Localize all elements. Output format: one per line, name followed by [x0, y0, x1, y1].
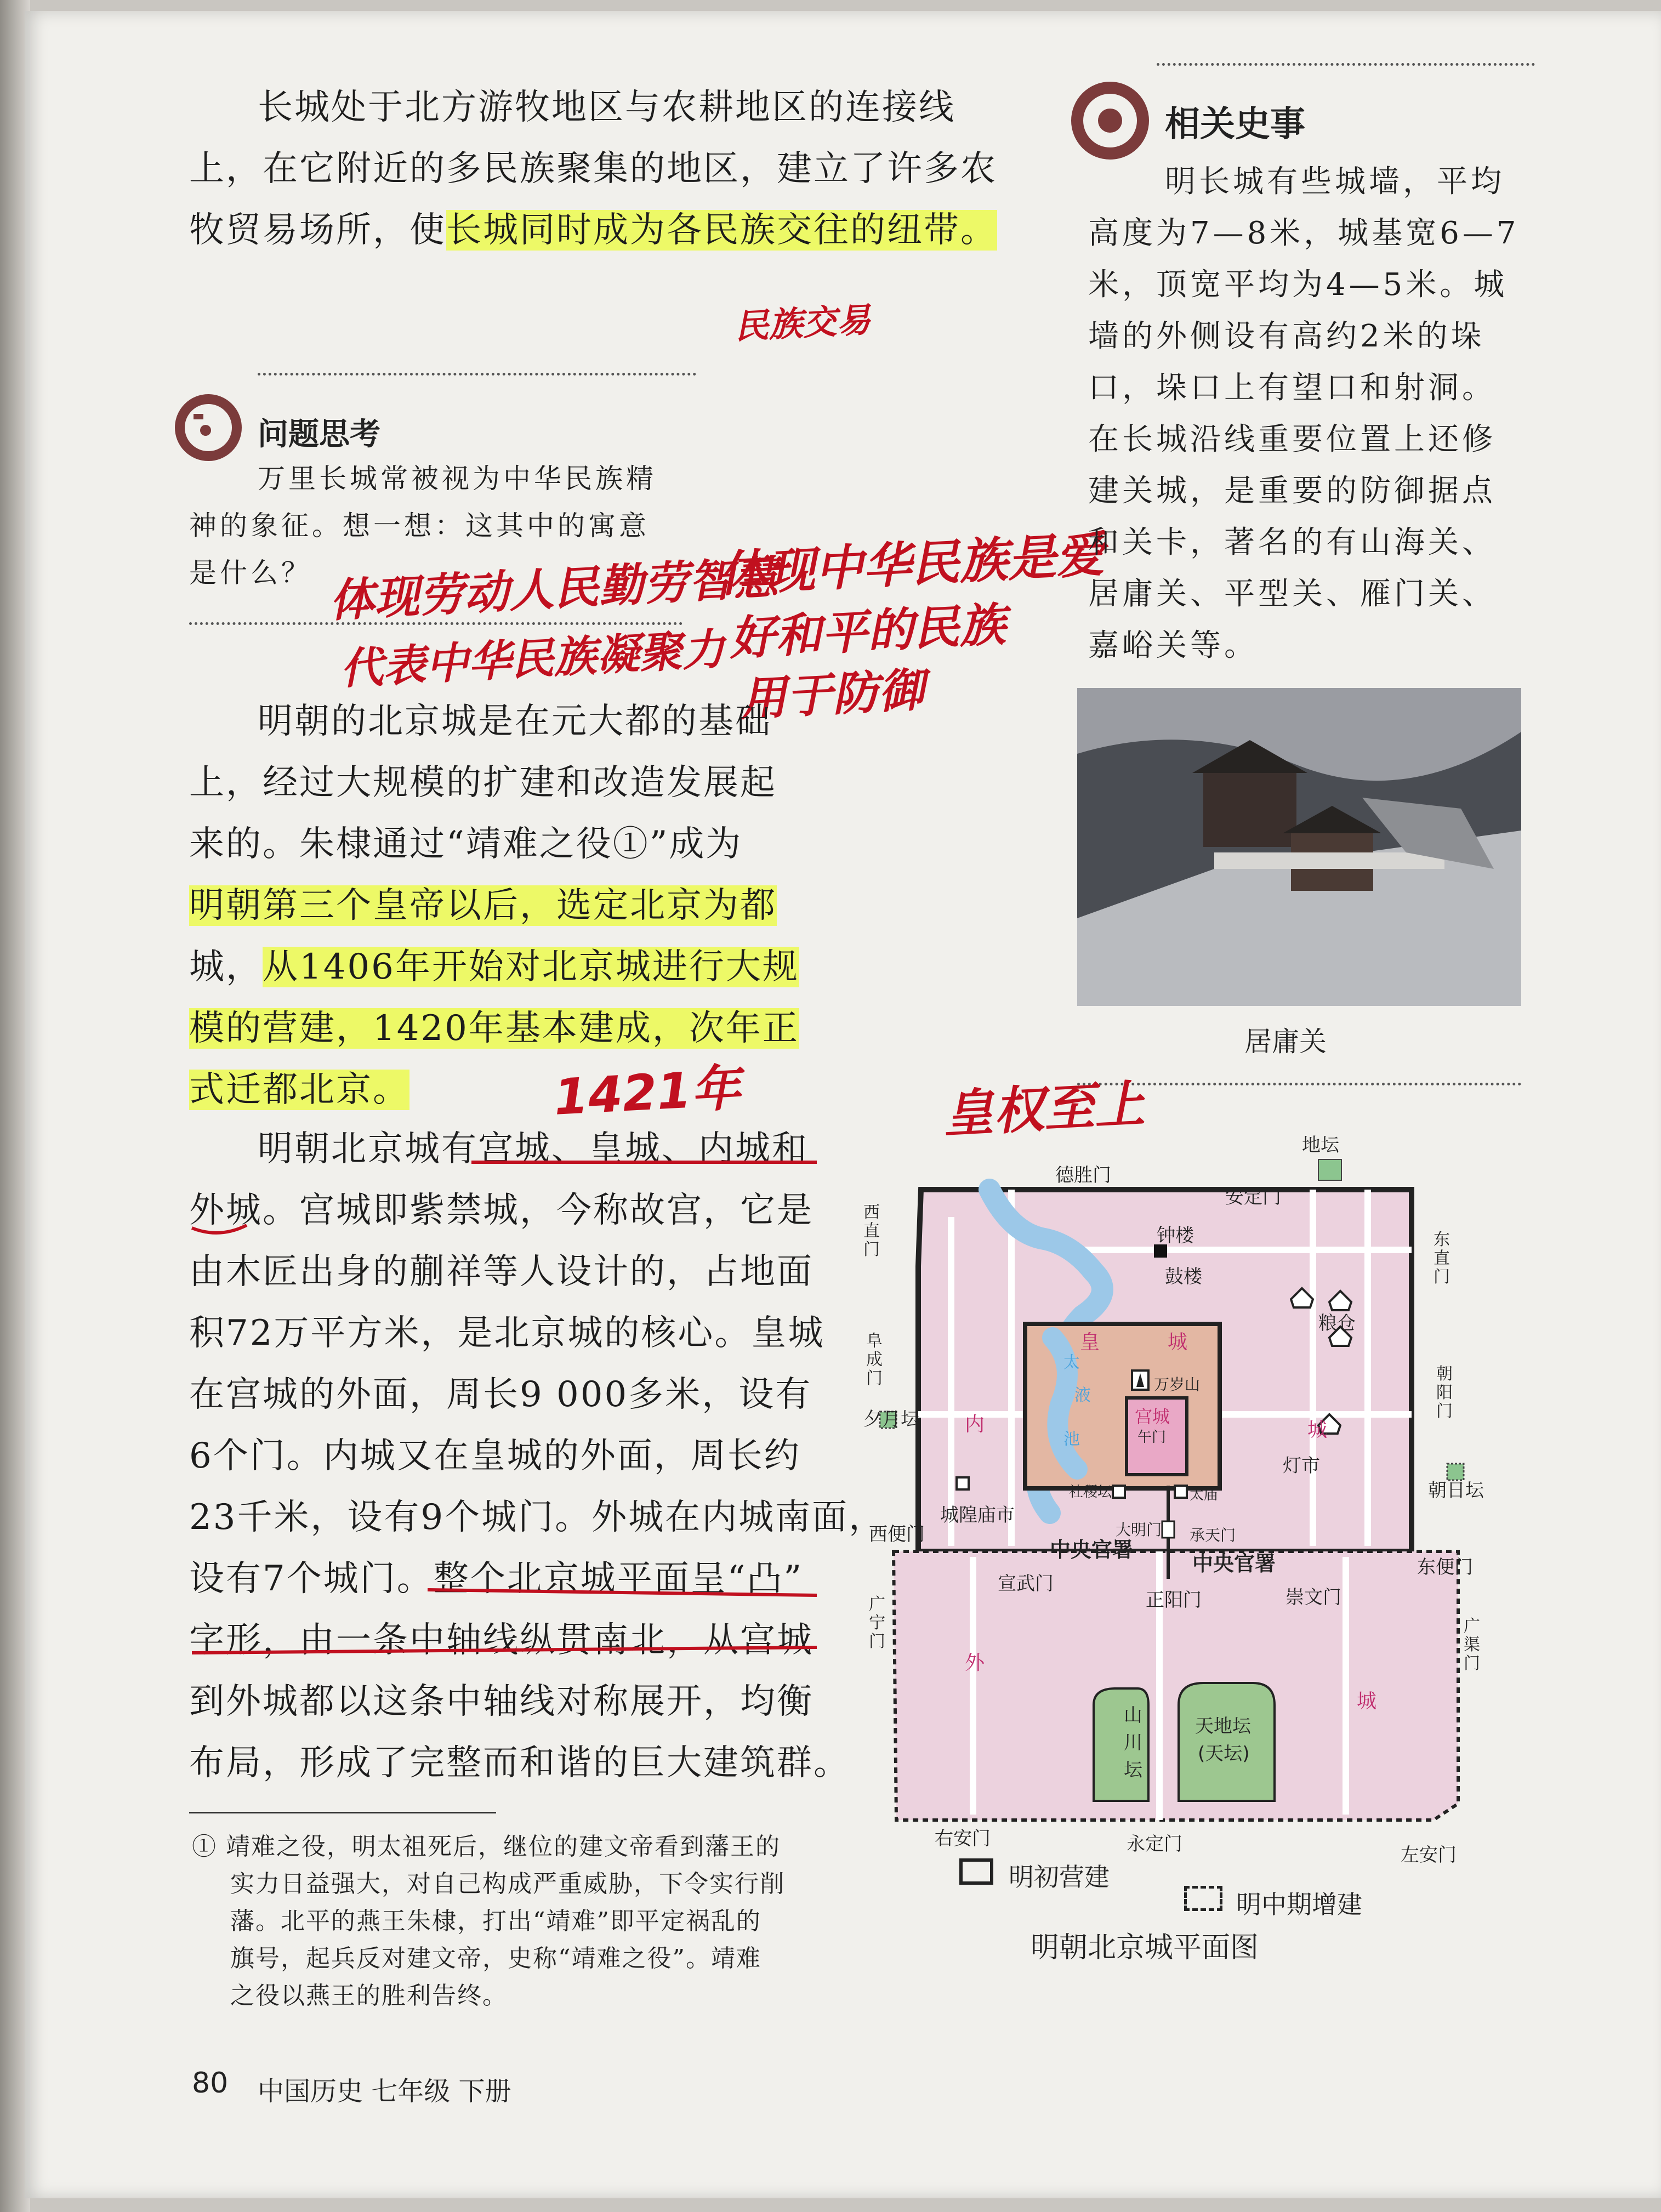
label-gulou: 鼓楼 [1165, 1266, 1202, 1288]
main-line-4 [189, 875, 777, 936]
legend-mid: 明中期增建 [1236, 1890, 1362, 1919]
label-gongcheng: 宫城 [1135, 1406, 1170, 1427]
divider [258, 373, 696, 376]
main-line-2: 上，经过大规模的扩建和改造发展起 [189, 763, 777, 803]
footnote-line-2: 实力日益强大，对自己构成严重威胁，下令实行削 [230, 1870, 785, 1898]
question-icon [173, 392, 244, 463]
main-line-5 [189, 936, 799, 998]
label-wansuishan: 万岁山 [1154, 1375, 1201, 1394]
top-line-2: 上，在它附近的多民族聚集的地区，建立了许多农 [189, 149, 997, 189]
label-shanchuan-3: 坛 [1124, 1759, 1142, 1781]
main2-line-11: 布局，形成了完整而和谐的巨大建筑群。 [189, 1743, 850, 1783]
label-deshengmen: 德胜门 [1055, 1164, 1111, 1186]
related-line-6: 在长城沿线重要位置上还修 [1088, 422, 1496, 457]
main2-line-9: 字形，由一条中轴线纵贯南北，从宫城 [189, 1620, 814, 1661]
book-title: 中国历史 七年级 下册 [258, 2076, 511, 2107]
highlighted-line: 明朝第三个皇帝以后，选定北京为都 [189, 885, 777, 926]
handwriting-note: 代表中华民族凝聚力 [339, 624, 726, 695]
label-cheng-outer: 城 [1357, 1690, 1377, 1713]
label-dongbianmen: 东便门 [1417, 1556, 1473, 1578]
related-title: 相关史事 [1165, 104, 1305, 145]
top-line-3 [189, 200, 997, 261]
label-dongzhimen: 东直门 [1434, 1230, 1450, 1287]
related-line-4: 墙的外侧设有高约2米的垛 [1088, 319, 1485, 354]
main2-line-8: 设有7个城门。整个北京城平面呈“凸” [189, 1559, 804, 1599]
label-andingmen: 安定门 [1225, 1186, 1281, 1208]
label-zhongyang-left: 中央官署 [1050, 1538, 1134, 1562]
page-number: 80 [192, 2067, 229, 2100]
legend-solid-box [959, 1858, 993, 1885]
label-xuanwumen: 宣武门 [998, 1573, 1054, 1595]
handwriting-note: 好和平的民族 [728, 597, 1007, 666]
main2-line-2: 外城。宫城即紫禁城，今称故宫，它是 [189, 1190, 814, 1231]
label-wumen: 午门 [1137, 1429, 1167, 1446]
footnote-line-1: ① 靖难之役，明太祖死后，继位的建文帝看到藩王的 [192, 1833, 781, 1861]
label-daming: 大明门 [1116, 1521, 1162, 1539]
think-line-1: 万里长城常被视为中华民族精 [258, 463, 657, 494]
label-tiandi-2: (天坛) [1198, 1743, 1250, 1765]
main-line-5-a: 城， [189, 947, 263, 987]
label-tiandi-1: 天地坛 [1195, 1715, 1251, 1737]
label-taiye-2: 液 [1074, 1386, 1091, 1405]
label-wai: 外 [965, 1652, 985, 1674]
label-chaoyangmen: 朝阳门 [1436, 1364, 1453, 1421]
handwritten-underlines [186, 1151, 844, 1699]
main2-line-3: 由木匠出身的蒯祥等人设计的，占地面 [189, 1252, 814, 1292]
related-line-1: 明长城有些城墙，平均 [1165, 164, 1505, 200]
legend-early: 明初营建 [1009, 1862, 1110, 1892]
main2-line-5: 在宫城的外面，周长9 000多米，设有 [189, 1374, 812, 1415]
label-xizhimen: 西直门 [863, 1203, 880, 1259]
footnote-line-4: 旗号，起兵反对建文帝，史称“靖难之役”。靖难 [230, 1944, 761, 1972]
main2-line-4: 积72万平方米，是北京城的核心。皇城 [189, 1313, 825, 1354]
label-chengtian: 承天门 [1190, 1526, 1236, 1544]
label-cheng-inner: 城 [1307, 1419, 1328, 1441]
handwriting-note: 用于防御 [739, 663, 926, 726]
label-zhengyangmen: 正阳门 [1146, 1589, 1202, 1611]
label-guangqumen: 广渠门 [1464, 1617, 1480, 1673]
juyongguan-photo [1077, 688, 1521, 1006]
highlighted-phrase: 从1406年开始对北京城进行大规 [263, 947, 799, 987]
think-title: 问题思考 [258, 417, 380, 452]
photo-caption: 居庸关 [1244, 1026, 1327, 1057]
related-line-3: 米，顶宽平均为4—5米。城 [1088, 267, 1508, 303]
handwriting-note: 皇权至上 [941, 1074, 1146, 1144]
divider [1077, 1083, 1521, 1085]
highlighted-phrase: 长城同时成为各民族交往的纽带。 [446, 210, 997, 251]
label-liangcang: 粮仓 [1318, 1312, 1356, 1334]
footnote-line-3: 藩。北平的燕王朱棣，打出“靖难”即平定祸乱的 [230, 1907, 761, 1935]
handwriting-note: 体现劳动人民勤劳智慧 [328, 551, 780, 628]
map-caption: 明朝北京城平面图 [1031, 1931, 1259, 1964]
photo-drawing [1077, 688, 1521, 1006]
handwriting-note: 1421年 [552, 1059, 742, 1127]
label-zhonglou: 钟楼 [1157, 1225, 1194, 1247]
label-taiye-3: 池 [1063, 1430, 1080, 1449]
main-line-3: 来的。朱棣通过“靖难之役①”成为 [189, 824, 743, 865]
label-xibianmen: 西便门 [869, 1523, 925, 1545]
related-line-8: 和关卡，著名的有山海关、 [1088, 525, 1496, 560]
label-dengshi: 灯市 [1283, 1455, 1320, 1477]
related-line-10: 嘉峪关等。 [1088, 628, 1258, 663]
beijing-city-map [863, 1107, 1488, 1864]
label-huangcheng-b: 城 [1168, 1331, 1188, 1354]
related-history-icon [1066, 77, 1154, 164]
legend-dashed-box [1184, 1886, 1222, 1911]
divider [1157, 63, 1535, 66]
main2-line-1: 明朝北京城有宫城、皇城、内城和 [258, 1129, 809, 1169]
label-huangcheng-a: 皇 [1080, 1331, 1100, 1354]
highlighted-line: 式迁都北京。 [189, 1070, 409, 1110]
label-guanganmen: 广宁门 [869, 1595, 885, 1651]
label-nei: 内 [965, 1413, 985, 1436]
footnote-line-5: 之役以燕王的胜利告终。 [230, 1982, 508, 2010]
label-zuoanmen: 左安门 [1401, 1844, 1457, 1864]
label-chongwenmen: 崇文门 [1285, 1587, 1341, 1608]
label-ritan: 朝日坛 [1428, 1480, 1484, 1502]
handwriting-note: 体现中华民族是爱 [717, 526, 1106, 603]
main-line-1: 明朝的北京城是在元大都的基础 [258, 701, 772, 742]
main2-line-6: 6个门。内城又在皇城的外面，周长约 [189, 1436, 801, 1476]
label-taimiao: 太庙 [1190, 1487, 1219, 1503]
label-shanchuan-2: 川 [1124, 1732, 1142, 1754]
top-line-3-a: 牧贸易场所，使 [189, 210, 446, 251]
map-svg [863, 1107, 1488, 1864]
label-chenghuang: 城隍庙市 [940, 1504, 1015, 1526]
label-yongdingmen: 永定门 [1127, 1833, 1182, 1855]
think-line-2: 神的象征。想一想：这其中的寓意 [189, 510, 650, 542]
label-yuetan: 夕月坛 [863, 1408, 919, 1430]
label-zhongyang-right: 中央官署 [1192, 1551, 1276, 1576]
related-line-7: 建关城，是重要的防御据点 [1088, 473, 1496, 509]
label-ditan: 地坛 [1302, 1134, 1339, 1156]
main-line-7 [189, 1059, 409, 1121]
top-line-1: 长城处于北方游牧地区与农耕地区的连接线 [258, 87, 955, 128]
label-youanmen: 右安门 [935, 1828, 991, 1850]
highlighted-line: 模的营建，1420年基本建成，次年正 [189, 1008, 799, 1049]
footnote-rule [189, 1812, 496, 1813]
label-taiye-1: 太 [1063, 1353, 1080, 1372]
label-shejitan: 社稷坛 [1069, 1484, 1112, 1500]
label-fuchengmen: 阜成门 [866, 1332, 883, 1388]
related-line-9: 居庸关、平型关、雁门关、 [1088, 576, 1496, 612]
label-shanchuan-1: 山 [1124, 1704, 1142, 1726]
handwriting-note: 民族交易 [733, 299, 872, 347]
main2-line-10: 到外城都以这条中轴线对称展开，均衡 [189, 1681, 814, 1722]
related-line-2: 高度为7—8米，城基宽6—7 [1088, 215, 1520, 251]
related-line-5: 口，垛口上有望口和射洞。 [1088, 370, 1496, 406]
think-line-3: 是什么？ [189, 557, 312, 589]
main2-line-7: 23千米，设有9个城门。外城在内城南面， [189, 1497, 886, 1538]
